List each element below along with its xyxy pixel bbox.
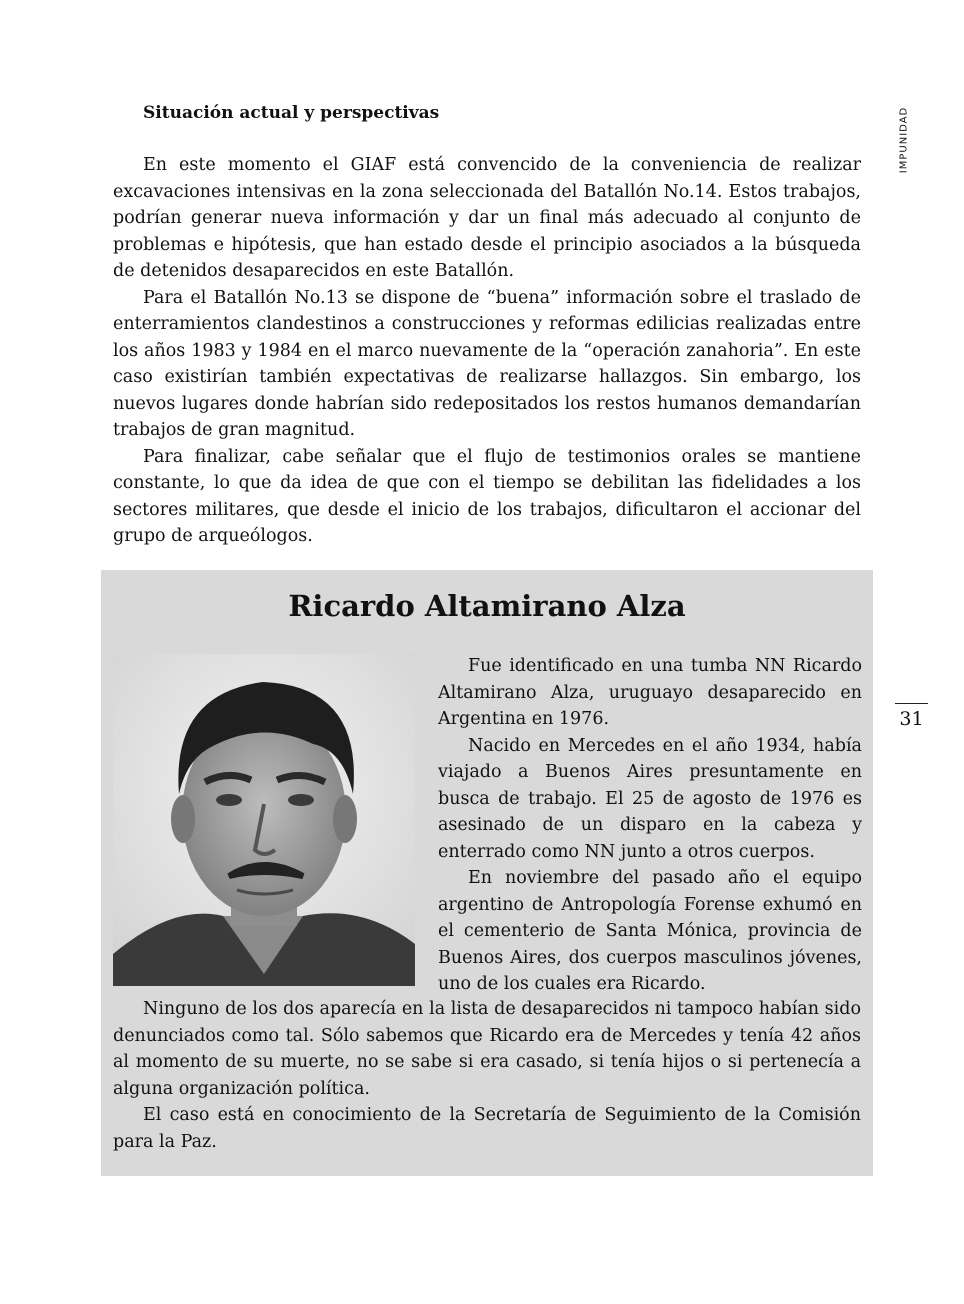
- profile-text-full-width: [113, 996, 861, 1155]
- profile-paragraph-4: Ninguno de los dos aparecía en la lista de desaparecidos ni tampoco habían sido denunciados como tal. Sólo sabemos que Ricardo era de Mercedes y tenía 42 años al momento de su muerte, no se sabe si era casado, si tenía hijos o si pertenecía a alguna organización política.: [113, 999, 861, 1099]
- section-current-situation: [113, 100, 861, 550]
- profile-text-column: [438, 653, 862, 998]
- section-heading: Situación actual y perspectivas: [143, 103, 440, 123]
- profile-title: Ricardo Altamirano Alza: [288, 589, 686, 623]
- section-paragraph-3: Para finalizar, cabe señalar que el flujo de testimonios orales se mantiene constante, lo que da idea de que con el tiempo se debilitan las fidelidades a los sectores militares, que desde el inicio de los trabajos, dificultaron el accionar del grupo de arqueólogos.: [113, 446, 861, 546]
- profile-paragraph-1: Fue identificado en una tumba NN Ricardo Altamirano Alza, uruguayo desaparecido en Argentina en 1976.: [438, 656, 862, 729]
- profile-box: [101, 570, 873, 1176]
- profile-paragraph-5: El caso está en conocimiento de la Secretaría de Seguimiento de la Comisión para la Paz.: [113, 1105, 861, 1152]
- page-number: 31: [899, 708, 924, 730]
- running-header-vertical: [890, 100, 918, 180]
- profile-paragraph-2: Nacido en Mercedes en el año 1934, había viajado a Buenos Aires presuntamente en busca de trabajo. El 25 de agosto de 1976 es asesinado de un disparo en la cabeza y enterrado como NN junto a otros cuerpos.: [438, 735, 862, 862]
- page-number-rule: [895, 703, 928, 704]
- profile-paragraph-3: En noviembre del pasado año el equipo argentino de Antropología Forense exhumó en el cementerio de Santa Mónica, provincia de Buenos Aires, dos cuerpos masculinos jóvenes, uno de los cuales era Ricardo.: [438, 868, 862, 994]
- running-header-text: IMPUNIDAD: [898, 106, 910, 174]
- section-paragraph-2: Para el Batallón No.13 se dispone de “buena” información sobre el traslado de enterramientos clandestinos a construcciones y reformas edilicias realizadas entre los años 1983 y 1984 en el marco nuevamente de la “operación zanahoria”. En este caso existirían también expectativas de realizarse hallazgos. Sin embargo, los nuevos lugares donde habrían sido redepositados los restos humanos demandarían trabajos de gran magnitud.: [113, 287, 861, 440]
- section-paragraph-1: En este momento el GIAF está convencido de la conveniencia de realizar excavaciones intensivas en la zona seleccionada del Batallón No.14. Estos trabajos, podrían generar nueva información y dar un final más adecuado al conjunto de problemas e hipótesis, que han estado desde el principio asociados a la búsqueda de detenidos desaparecidos en este Batallón.: [113, 155, 861, 281]
- portrait-photo: [113, 654, 415, 986]
- portrait-illustration: [113, 654, 415, 986]
